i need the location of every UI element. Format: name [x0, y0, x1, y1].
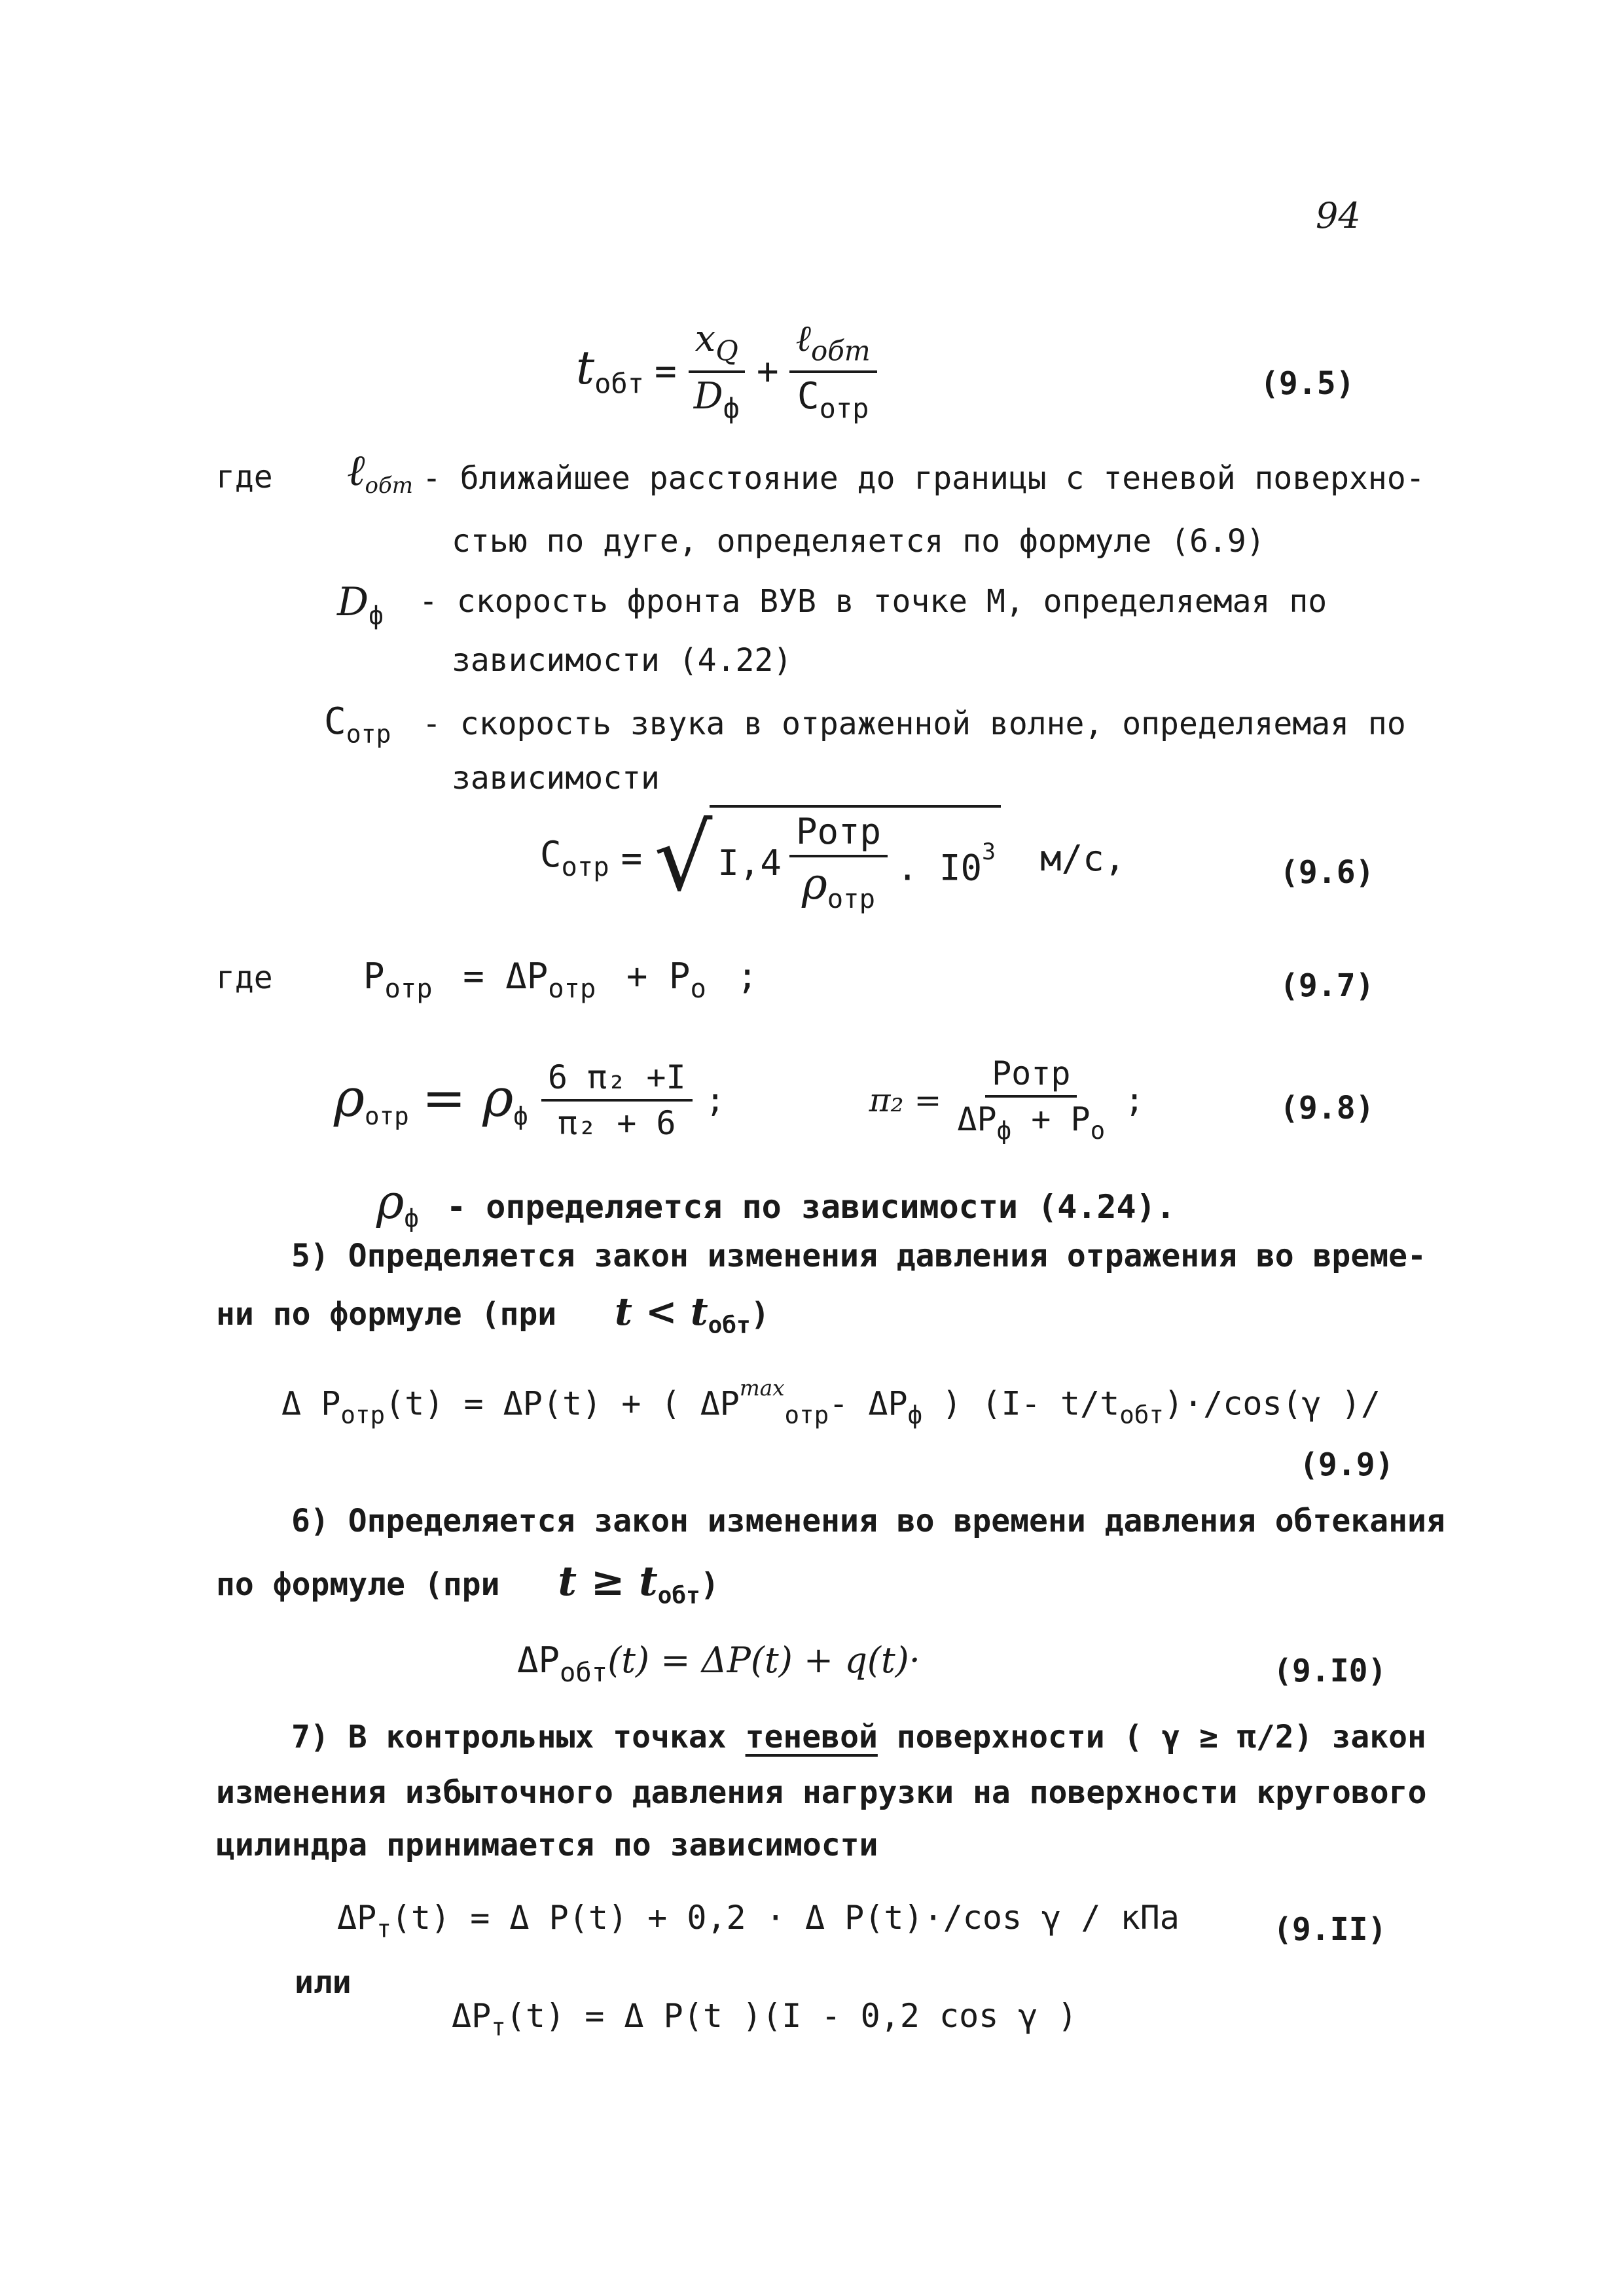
page-number: 94 [1316, 195, 1361, 236]
where-line-4: зависимости (4.22) [452, 642, 793, 679]
equation-9-8: $\rho_{отр}$ = $\rho_ф$ $\frac{\text{6 π₂ +I}}{\text{π₂ + 6}}$ ; π₂ = $\frac{\text{Pотр}}{\Delta P_ф + P_о}$ ; [334, 1054, 1145, 1145]
eq99-number: (9.9) [1299, 1446, 1394, 1483]
equation-9-11: $\Delta P_т(t) = \Delta$ P(t) + 0,2 · Δ P(t)·/cos γ / кПа [337, 1899, 1180, 1944]
eq95-fraction-2: $\frac{\ell_{обт}}{C_{отр}}$ [789, 321, 877, 422]
eq95-number: (9.5) [1260, 365, 1355, 402]
where-label-1: где [216, 459, 273, 495]
equation-9-5: $t_{обт}$ = $\frac{x_Q}{D_ф}$ + $\frac{\ell_{обт}}{C_{отр}}$ [576, 321, 877, 422]
where-line-3: - скорость фронта ВУВ в точке М, определяемая по [419, 583, 1327, 620]
symbol-c-otr: $C_{отр}$ [324, 700, 391, 749]
equation-9-6: $C_{отр}$ = √ I,4 $\frac{\text{Pотр}}{\rho_{отр}}$ . $I0^3$ м/с, [540, 804, 1126, 915]
step6-line-1: 6) Определяется закон изменения во времени давления обтекания [291, 1503, 1445, 1539]
step6-line-2: по формуле (при $t \ge t_{обт}$) [216, 1557, 719, 1609]
symbol-d-f: $D_ф$ [337, 579, 384, 630]
eq96-number: (9.6) [1280, 854, 1375, 891]
eq96-sqrt: √ I,4 $\frac{\text{Pотр}}{\rho_{отр}}$ . $I0^3$ [654, 805, 1001, 912]
equation-alt: $\Delta P_т(t) = \Delta$ P(t )(I - 0,2 cos γ ) [452, 1997, 1077, 2042]
step7-line-1: 7) В контрольных точках теневой поверхности ( γ ≥ π/2) закон [291, 1719, 1426, 1755]
rho-note: $\rho_ф$ - определяется по зависимости (4.24). [376, 1174, 1176, 1233]
where-line-1: - ближайшее расстояние до границы с теневой поверхно- [422, 460, 1425, 497]
equation-9-10: $\Delta P_{обт}(t) = \Delta P(t) + q(t)\cdot$ [517, 1640, 920, 1689]
step5-line-1: 5) Определяется закон изменения давления отражения во време- [291, 1238, 1426, 1274]
step5-line-2: ни по формуле (при $t < t_{обт}$) [216, 1289, 770, 1339]
where-label-2: где [216, 960, 273, 996]
step7-line-3: цилиндра принимается по зависимости [216, 1827, 878, 1863]
equation-9-7: $P_{отр} = \Delta P_{отр} + P_о$ ; [363, 956, 758, 1005]
eq95-lhs: $t_{обт}$ [576, 341, 644, 401]
eq910-number: (9.I0) [1273, 1653, 1387, 1689]
step7-line-2: изменения избыточного давления нагрузки на поверхности кругового [216, 1774, 1427, 1811]
where-line-6: зависимости [452, 760, 660, 797]
eq96-lhs: $C_{отр}$ [540, 834, 609, 883]
where-line-5: - скорость звука в отраженной волне, определяемая по [422, 706, 1406, 742]
eq98-number: (9.8) [1280, 1090, 1375, 1126]
or-label: или [295, 1964, 352, 2001]
eq97-number: (9.7) [1280, 967, 1375, 1004]
eq95-fraction-1: $\frac{x_Q}{D_ф}$ [687, 321, 746, 422]
where-line-2: стью по дуге, определяется по формуле (6.9) [452, 523, 1265, 560]
eq911-number: (9.II) [1273, 1911, 1387, 1948]
symbol-l-obt: ℓ$_{обт}$ [347, 445, 413, 499]
equation-9-9: Δ $P_{отр}(t) = \Delta P(t)$ + ( $\Delta P^{max}_{отр}-$ $\Delta P_ф$ ) (I- $t/t_{обт})\cdot/\cos(\gamma$ )/ [281, 1376, 1381, 1429]
